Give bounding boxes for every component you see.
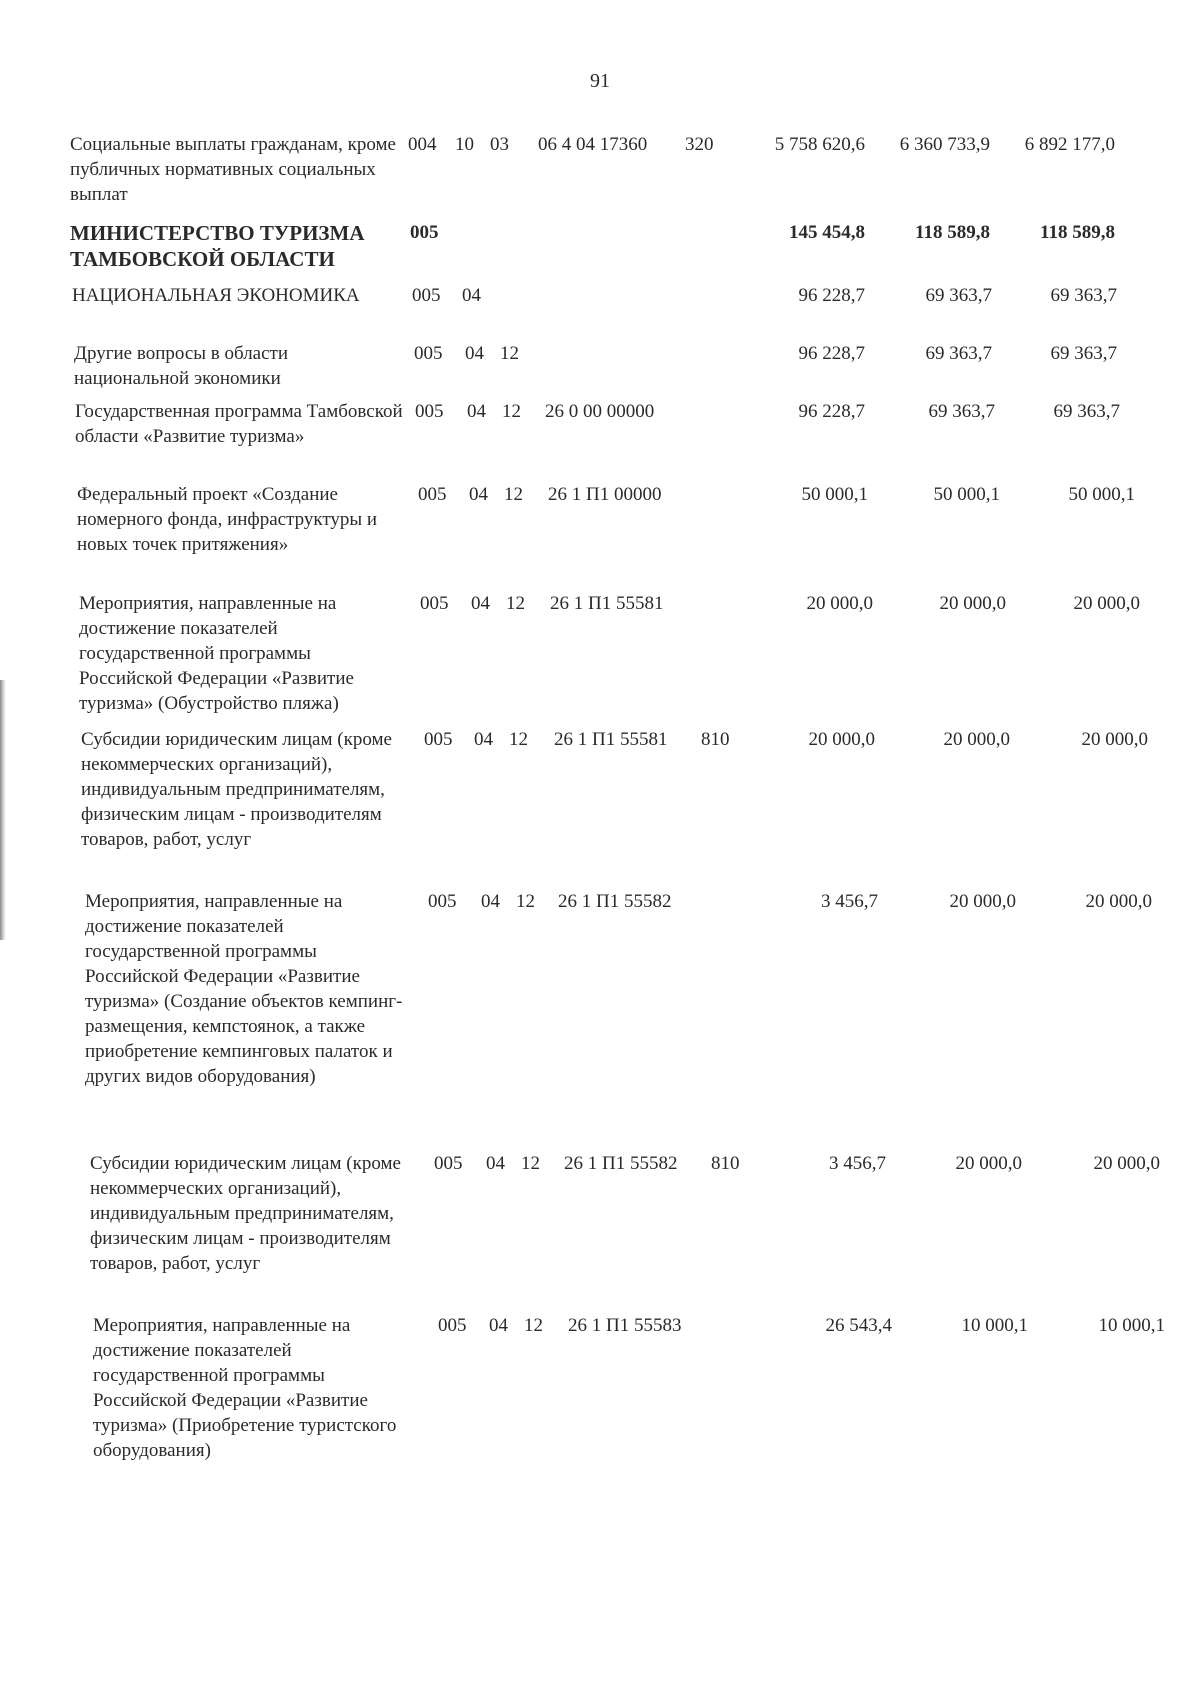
row-section: 04: [467, 401, 486, 422]
row-section: 04: [481, 891, 500, 912]
row-name: МИНИСТЕРСТВО ТУРИЗМА ТАМБОВСКОЙ ОБЛАСТИ: [70, 221, 365, 271]
row-ministry: 005: [412, 285, 441, 306]
row-target: 26 1 П1 55582: [558, 891, 672, 912]
row-type: 810: [701, 729, 730, 750]
row-ministry: 005: [438, 1315, 467, 1336]
row-sum-1: 96 228,7: [798, 401, 865, 422]
row-subsection: 12: [500, 343, 519, 364]
row-target: 26 1 П1 00000: [548, 484, 662, 505]
row-ministry: 005: [428, 891, 457, 912]
row-subsection: 12: [509, 729, 528, 750]
row-section: 04: [489, 1315, 508, 1336]
row-sum-3: 20 000,0: [1073, 593, 1140, 614]
row-ministry: 005: [420, 593, 449, 614]
row-ministry: 005: [424, 729, 453, 750]
row-subsection: 12: [506, 593, 525, 614]
row-target: 26 1 П1 55581: [550, 593, 664, 614]
row-target: 26 0 00 00000: [545, 401, 655, 422]
row-sum-1: 96 228,7: [798, 343, 865, 364]
row-ministry: 005: [415, 401, 444, 422]
row-sum-1: 26 543,4: [825, 1315, 892, 1336]
row-subsection: 12: [524, 1315, 543, 1336]
row-sum-2: 50 000,1: [933, 484, 1000, 505]
row-sum-1: 3 456,7: [829, 1153, 886, 1174]
row-sum-2: 69 363,7: [928, 401, 995, 422]
row-ministry: 005: [410, 222, 439, 243]
row-sum-1: 5 758 620,6: [774, 134, 865, 155]
row-name: Мероприятия, направленные на достижение показателей государственной программы Российской Федерации «Развитие туризма» (Приобретение туристского оборудования): [93, 1315, 397, 1461]
row-target: 26 1 П1 55581: [554, 729, 668, 750]
row-section: 04: [486, 1153, 505, 1174]
row-section: 04: [465, 343, 484, 364]
row-sum-3: 69 363,7: [1050, 343, 1117, 364]
row-sum-3: 20 000,0: [1093, 1153, 1160, 1174]
row-subsection: 12: [521, 1153, 540, 1174]
row-sum-3: 20 000,0: [1081, 729, 1148, 750]
row-name: Мероприятия, направленные на достижение показателей государственной программы Российской Федерации «Развитие туризма» (Обустройство пляжа): [79, 593, 354, 714]
row-name: Федеральный проект «Создание номерного фонда, инфраструктуры и новых точек притяжения»: [77, 484, 378, 555]
row-sum-2: 20 000,0: [943, 729, 1010, 750]
row-section: 04: [474, 729, 493, 750]
row-target: 26 1 П1 55583: [568, 1315, 682, 1336]
row-sum-3: 6 892 177,0: [1024, 134, 1115, 155]
row-sum-2: 118 589,8: [915, 222, 990, 243]
row-sum-1: 50 000,1: [801, 484, 868, 505]
row-section: 04: [469, 484, 488, 505]
row-sum-3: 118 589,8: [1040, 222, 1115, 243]
row-name: Государственная программа Тамбовской области «Развитие туризма»: [75, 401, 403, 447]
row-subsection: 03: [490, 134, 509, 155]
row-name: Мероприятия, направленные на достижение показателей государственной программы Российской Федерации «Развитие туризма» (Создание объектов кемпинг-размещения, кемпстоянок, а также приобретение кемпинговых палаток и других видов оборудования): [85, 891, 403, 1087]
row-sum-2: 6 360 733,9: [899, 134, 990, 155]
row-ministry: 004: [408, 134, 437, 155]
row-sum-2: 20 000,0: [939, 593, 1006, 614]
row-sum-3: 69 363,7: [1053, 401, 1120, 422]
row-sum-3: 69 363,7: [1050, 285, 1117, 306]
row-sum-2: 10 000,1: [961, 1315, 1028, 1336]
row-section: 04: [462, 285, 481, 306]
row-sum-3: 10 000,1: [1098, 1315, 1165, 1336]
row-sum-1: 3 456,7: [821, 891, 878, 912]
row-target: 26 1 П1 55582: [564, 1153, 678, 1174]
row-name: НАЦИОНАЛЬНАЯ ЭКОНОМИКА: [72, 285, 360, 306]
row-ministry: 005: [418, 484, 447, 505]
row-sum-1: 20 000,0: [808, 729, 875, 750]
page-number: 91: [590, 70, 610, 92]
row-subsection: 12: [502, 401, 521, 422]
row-sum-1: 96 228,7: [798, 285, 865, 306]
row-sum-1: 145 454,8: [789, 222, 865, 243]
row-section: 04: [471, 593, 490, 614]
row-sum-3: 20 000,0: [1085, 891, 1152, 912]
row-name: Субсидии юридическим лицам (кроме некоммерческих организаций), индивидуальным предпринимателям, физическим лицам - производителям товаров, работ, услуг: [81, 729, 392, 850]
row-name: Субсидии юридическим лицам (кроме некоммерческих организаций), индивидуальным предпринимателям, физическим лицам - производителям товаров, работ, услуг: [90, 1153, 401, 1274]
row-name: Другие вопросы в области национальной экономики: [74, 343, 289, 389]
row-ministry: 005: [434, 1153, 463, 1174]
row-target: 06 4 04 17360: [538, 134, 648, 155]
row-subsection: 12: [516, 891, 535, 912]
row-sum-2: 69 363,7: [925, 285, 992, 306]
row-sum-2: 20 000,0: [955, 1153, 1022, 1174]
row-type: 320: [685, 134, 714, 155]
row-sum-3: 50 000,1: [1068, 484, 1135, 505]
row-subsection: 12: [504, 484, 523, 505]
row-name: Социальные выплаты гражданам, кроме публичных нормативных социальных выплат: [70, 134, 396, 205]
row-ministry: 005: [414, 343, 443, 364]
row-sum-2: 20 000,0: [949, 891, 1016, 912]
row-sum-1: 20 000,0: [806, 593, 873, 614]
row-sum-2: 69 363,7: [925, 343, 992, 364]
row-type: 810: [711, 1153, 740, 1174]
row-section: 10: [455, 134, 474, 155]
